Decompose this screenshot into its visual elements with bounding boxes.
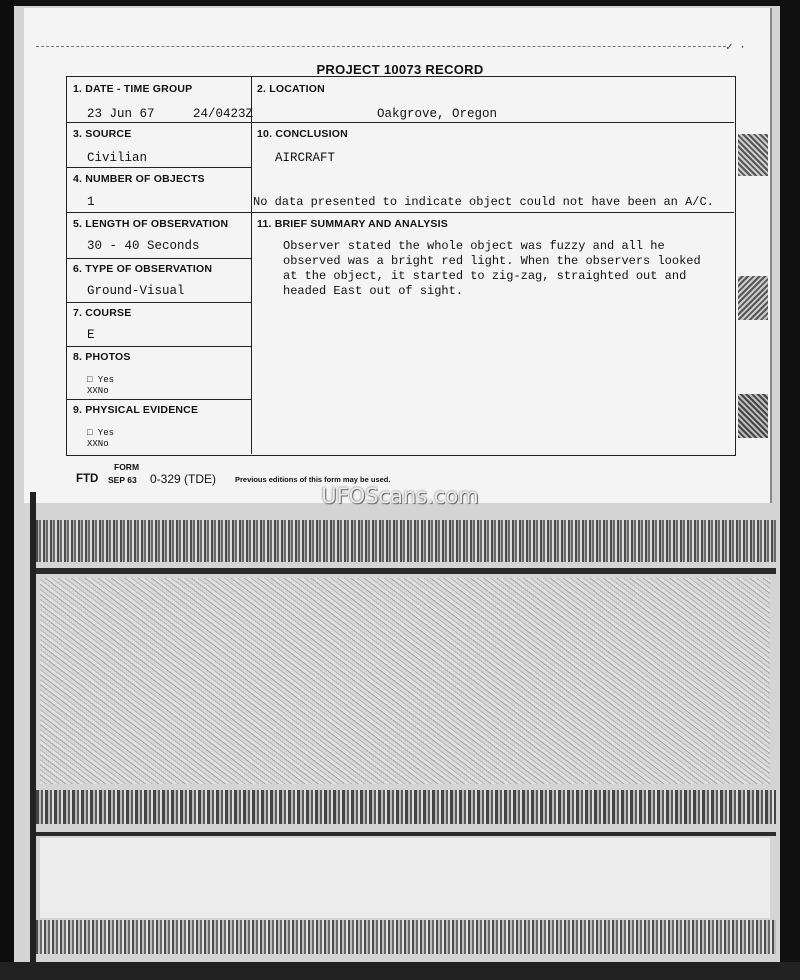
length-of-observation-value: 30 - 40 Seconds (87, 239, 200, 253)
column-divider (251, 77, 252, 454)
row-divider (67, 399, 251, 400)
dark-rule (36, 568, 776, 574)
footer-form-number: 0-329 (TDE) (150, 472, 217, 486)
scan-smudge (738, 394, 768, 438)
speckle-panel (40, 578, 770, 784)
row-divider (67, 346, 251, 347)
record-grid (66, 76, 736, 456)
row-divider (67, 212, 734, 213)
conclusion-value: AIRCRAFT (275, 151, 336, 165)
type-of-observation-value: Ground-Visual (87, 284, 185, 298)
blank-panel (40, 838, 770, 918)
physical-evidence-no-checkbox: XXNo (87, 439, 109, 449)
source-value: Civilian (87, 151, 148, 165)
type-of-observation-label: 6. TYPE OF OBSERVATION (73, 263, 213, 275)
source-label: 3. SOURCE (73, 128, 132, 140)
scan-edge-top (0, 0, 800, 6)
row-divider (67, 122, 734, 123)
watermark: UFOScans.com (321, 484, 479, 508)
photos-label: 8. PHOTOS (73, 351, 131, 363)
footer-form-word: FORM (114, 462, 140, 472)
summary-label: 11. BRIEF SUMMARY AND ANALYSIS (257, 218, 448, 230)
photos-yes-checkbox: □ Yes (87, 375, 115, 385)
number-of-objects-value: 1 (87, 195, 95, 209)
conclusion-label: 10. CONCLUSION (257, 128, 348, 140)
row-divider (67, 302, 251, 303)
row-divider (67, 258, 251, 259)
location-label: 2. LOCATION (257, 83, 325, 95)
course-label: 7. COURSE (73, 307, 132, 319)
noise-band (36, 520, 776, 562)
row-divider (67, 167, 251, 168)
summary-line: observed was a bright red light. When the observers looked (283, 254, 701, 268)
length-of-observation-label: 5. LENGTH OF OBSERVATION (73, 218, 229, 230)
physical-evidence-yes-checkbox: □ Yes (87, 428, 115, 438)
physical-evidence-label: 9. PHYSICAL EVIDENCE (73, 404, 199, 416)
noise-band (36, 790, 776, 824)
scan-smudge (738, 134, 768, 176)
footer-ftd: FTD (76, 473, 99, 485)
noise-band (36, 920, 776, 954)
footer-note: Previous editions of this form may be used. (235, 475, 391, 484)
summary-line: Observer stated the whole object was fuzzy and all he (283, 239, 665, 253)
corner-mark: ✓ · (726, 42, 746, 54)
time-value: 24/0423Z (193, 107, 254, 121)
dashed-rule (36, 46, 726, 47)
date-value: 23 Jun 67 (87, 107, 155, 121)
dark-rule (36, 832, 776, 836)
number-of-objects-label: 4. NUMBER OF OBJECTS (73, 173, 205, 185)
photos-no-checkbox: XXNo (87, 386, 109, 396)
location-value: Oakgrove, Oregon (377, 107, 498, 121)
scan-edge-bottom (0, 962, 800, 980)
summary-line: headed East out of sight. (283, 284, 464, 298)
form-title: PROJECT 10073 RECORD (316, 62, 484, 77)
footer-sep: SEP 63 (108, 475, 137, 485)
scan-edge-strip (30, 492, 36, 962)
course-value: E (87, 328, 95, 342)
conclusion-note: No data presented to indicate object could not have been an A/C. (253, 195, 714, 209)
date-time-label: 1. DATE - TIME GROUP (73, 83, 193, 95)
scan-smudge (738, 276, 768, 320)
summary-line: at the object, it started to zig-zag, straighted out and (283, 269, 687, 283)
